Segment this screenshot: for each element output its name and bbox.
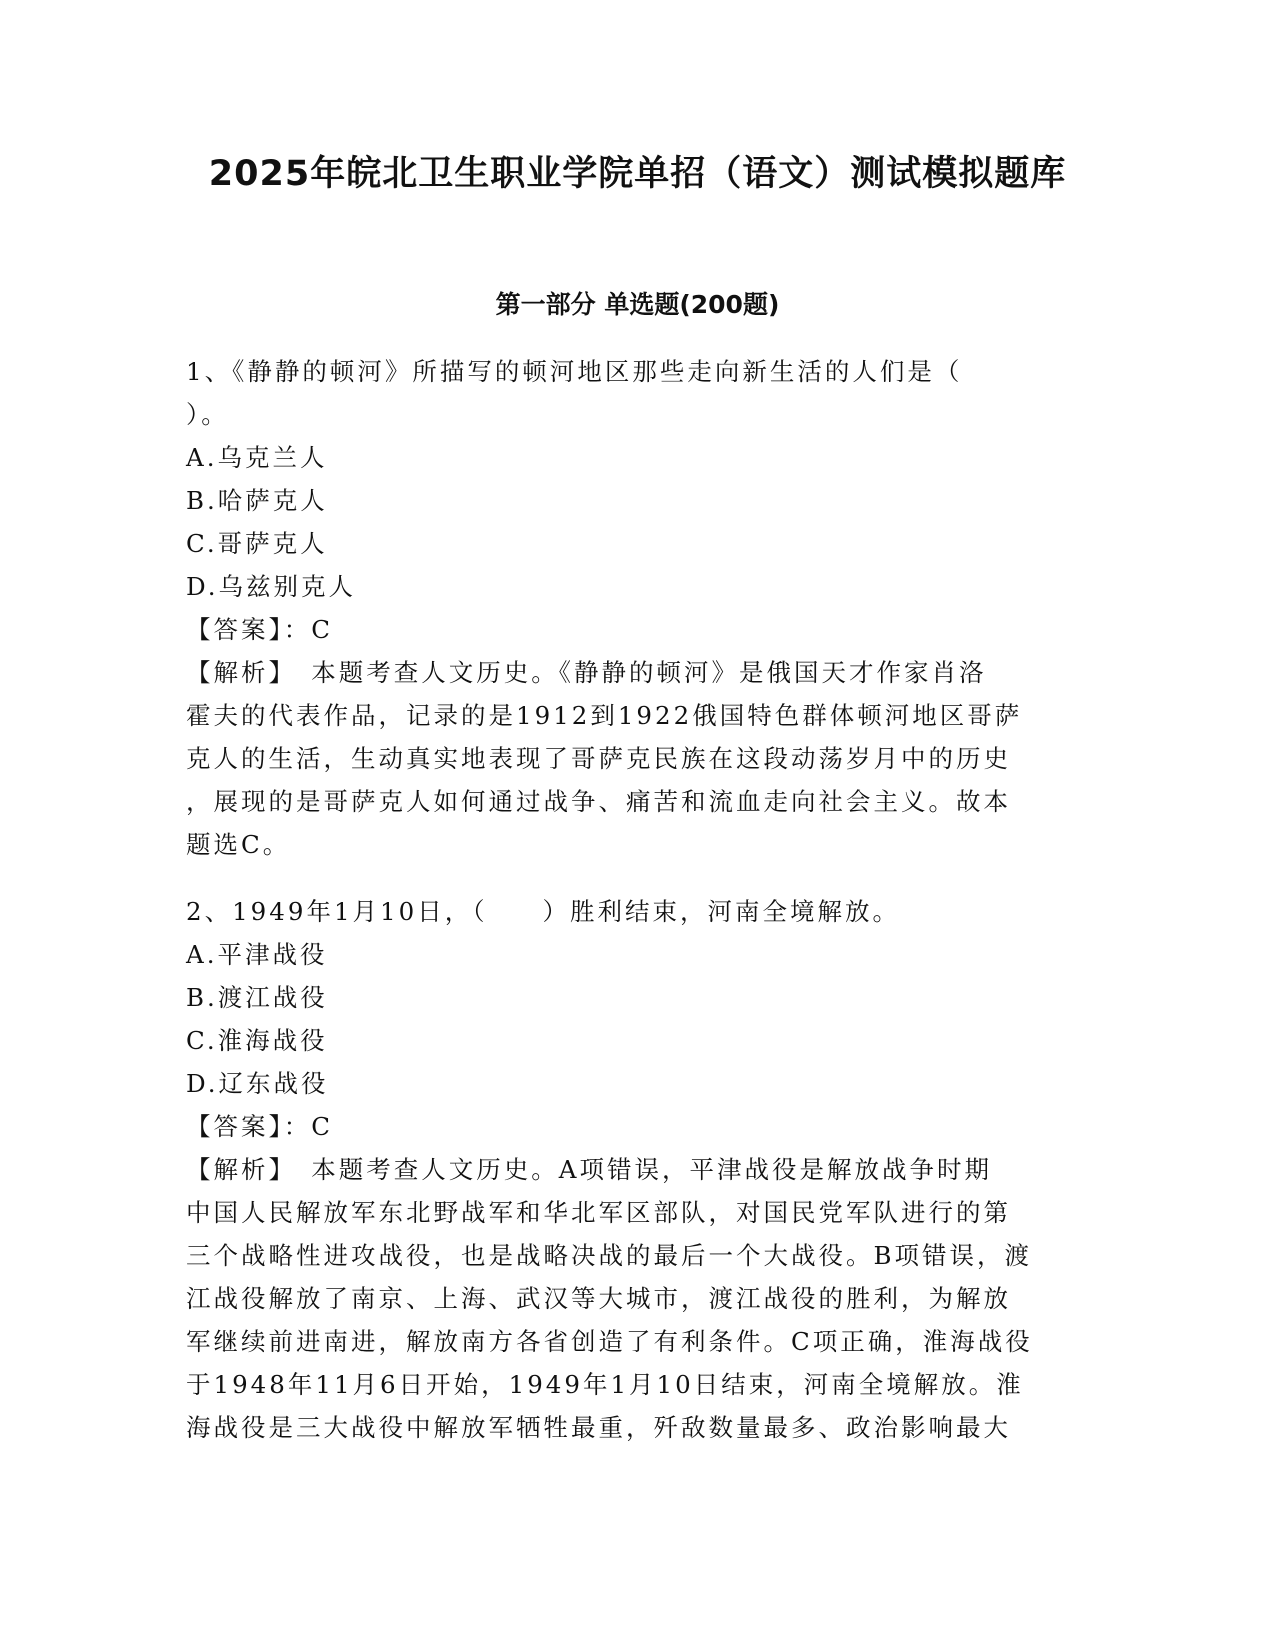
- question-stem-line: 1、《静静的顿河》所描写的顿河地区那些走向新生活的人们是（: [186, 357, 963, 386]
- option-a: A.平津战役: [186, 940, 328, 969]
- option-c: C.淮海战役: [186, 1026, 328, 1055]
- document-title: 2025年皖北卫生职业学院单招（语文）测试模拟题库: [208, 154, 1067, 194]
- option-a: A.乌克兰人: [186, 443, 328, 472]
- option-d: D.辽东战役: [186, 1069, 329, 1098]
- analysis-line: 【解析】 本题考查人文历史。A项错误，平津战役是解放战争时期: [186, 1155, 992, 1184]
- analysis-line: 军继续前进南进，解放南方各省创造了有利条件。C项正确，淮海战役: [186, 1327, 1033, 1356]
- answer-line: 【答案】：C: [186, 1112, 333, 1141]
- question-1: [186, 350, 1086, 866]
- question-stem-line: ）。: [186, 400, 229, 429]
- analysis-line: 题选C。: [186, 830, 291, 859]
- answer-line: 【答案】：C: [186, 615, 333, 644]
- analysis-line: 中国人民解放军东北野战军和华北军区部队，对国民党军队进行的第: [186, 1198, 1011, 1227]
- option-c: C.哥萨克人: [186, 529, 328, 558]
- analysis-line: 海战役是三大战役中解放军牺牲最重，歼敌数量最多、政治影响最大: [186, 1413, 1011, 1442]
- analysis-block: [186, 651, 1086, 866]
- section-heading: 第一部分 单选题(200题): [495, 290, 780, 319]
- analysis-line: 霍夫的代表作品，记录的是1912到1922俄国特色群体顿河地区哥萨: [186, 701, 1023, 730]
- analysis-line: 江战役解放了南京、上海、武汉等大城市，渡江战役的胜利，为解放: [186, 1284, 1011, 1313]
- question-2: [186, 890, 1086, 1449]
- analysis-line: 三个战略性进攻战役，也是战略决战的最后一个大战役。B项错误，渡: [186, 1241, 1033, 1270]
- analysis-line: 于1948年11月6日开始，1949年1月10日结束，河南全境解放。淮: [186, 1370, 1024, 1399]
- analysis-line: 克人的生活，生动真实地表现了哥萨克民族在这段动荡岁月中的历史: [186, 744, 1011, 773]
- option-b: B.渡江战役: [186, 983, 328, 1012]
- analysis-block: [186, 1148, 1086, 1449]
- question-stem-line: 2、1949年1月10日，（ ）胜利结束，河南全境解放。: [186, 897, 900, 926]
- option-d: D.乌兹别克人: [186, 572, 357, 601]
- document-body: [186, 350, 1086, 1449]
- option-b: B.哈萨克人: [186, 486, 328, 515]
- analysis-line: ，展现的是哥萨克人如何通过战争、痛苦和流血走向社会主义。故本: [186, 787, 1011, 816]
- analysis-line: 【解析】 本题考查人文历史。《静静的顿河》是俄国天才作家肖洛: [186, 658, 987, 687]
